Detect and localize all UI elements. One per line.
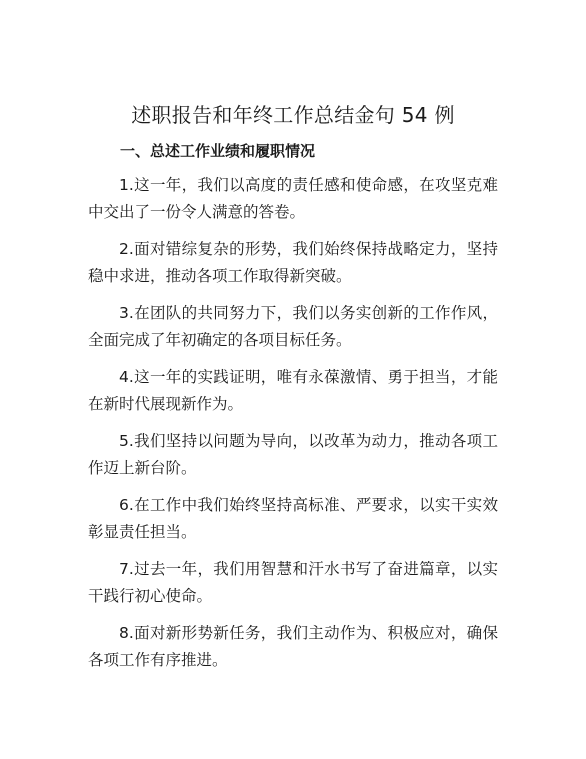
paragraph: 7.过去一年，我们用智慧和汗水书写了奋进篇章，以实干践行初心使命。 xyxy=(88,560,498,605)
paragraph: 1.这一年，我们以高度的责任感和使命感，在攻坚克难中交出了一份令人满意的答卷。 xyxy=(88,176,498,221)
document-title: 述职报告和年终工作总结金句 54 例 xyxy=(131,103,455,127)
paragraph: 6.在工作中我们始终坚持高标准、严要求，以实干实效彰显责任担当。 xyxy=(88,496,498,541)
paragraph: 3.在团队的共同努力下，我们以务实创新的工作作风，全面完成了年初确定的各项目标任务。 xyxy=(88,304,498,349)
section-heading: 一、总述工作业绩和履职情况 xyxy=(120,142,316,160)
paragraph: 2.面对错综复杂的形势，我们始终保持战略定力，坚持稳中求进，推动各项工作取得新突破。 xyxy=(88,240,498,285)
paragraph: 5.我们坚持以问题为导向，以改革为动力，推动各项工作迈上新台阶。 xyxy=(88,432,498,477)
paragraph: 4.这一年的实践证明，唯有永葆激情、勇于担当，才能在新时代展现新作为。 xyxy=(88,368,498,413)
paragraph-list xyxy=(88,172,498,684)
paragraph: 8.面对新形势新任务，我们主动作为、积极应对，确保各项工作有序推进。 xyxy=(88,624,498,669)
